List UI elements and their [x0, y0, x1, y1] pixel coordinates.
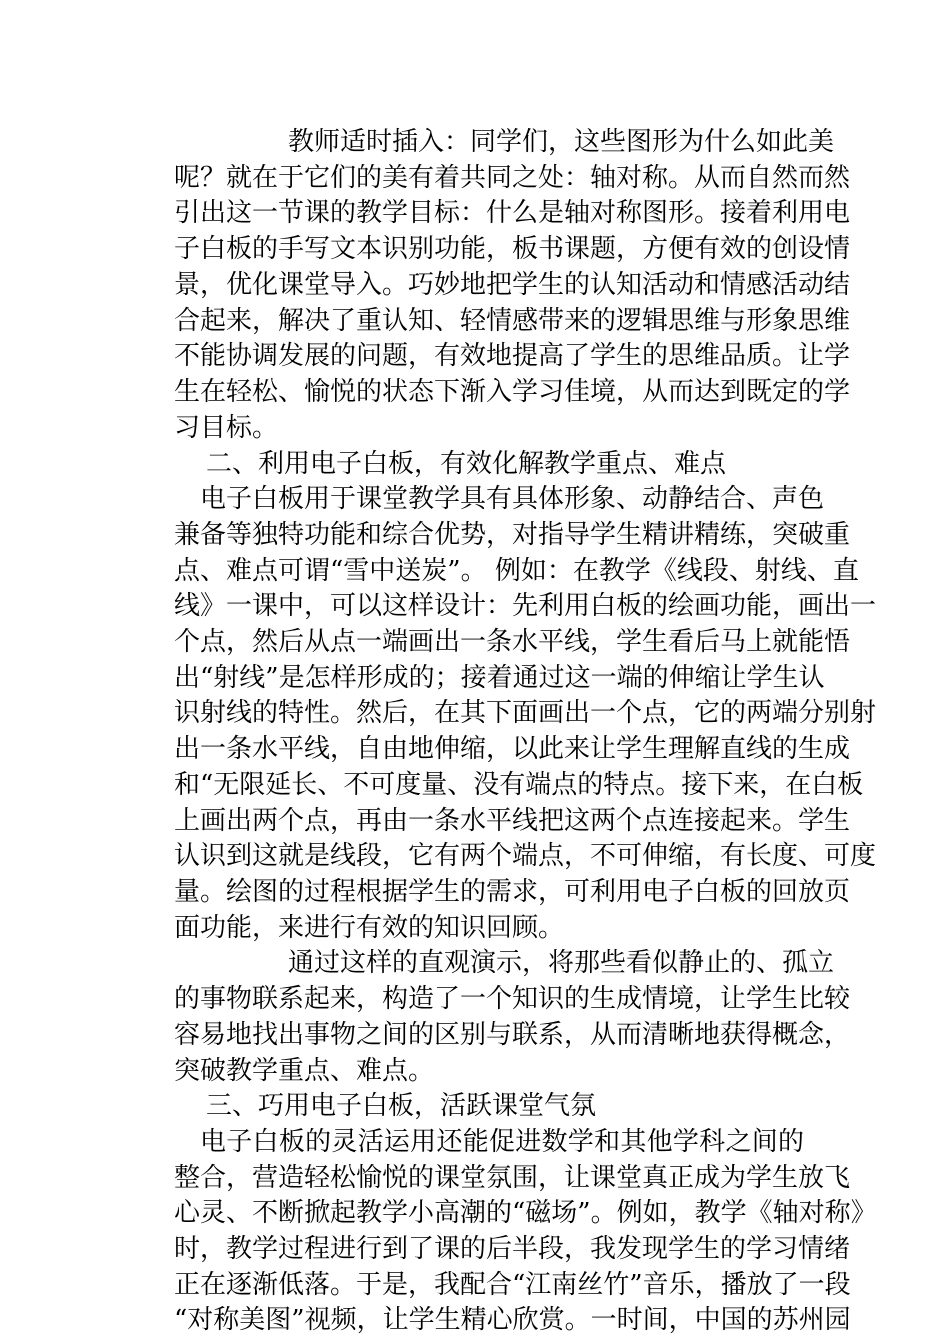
text-line: 的事物联系起来，构造了一个知识的生成情境，让学生比较 [174, 984, 851, 1014]
text-line: 出“射线”是怎样形成的；接着通过这一端的伸缩让学生认 [174, 663, 825, 693]
text-line: 电子白板的灵活运用还能促进数学和其他学科之间的 [200, 1127, 804, 1157]
text-line: 心灵、不断掀起教学小高潮的“磁场”。例如，教学《轴对称》 [174, 1198, 877, 1228]
section-heading: 三、巧用电子白板，活跃课堂气氛 [206, 1091, 597, 1121]
text-line: “对称美图”视频，让学生精心欣赏。一时间，中国的苏州园 [174, 1305, 851, 1335]
text-line: 整合，营造轻松愉悦的课堂氛围，让课堂真正成为学生放飞 [174, 1163, 851, 1193]
text-line: 不能协调发展的问题，有效地提高了学生的思维品质。让学 [174, 341, 851, 371]
text-line: 通过这样的直观演示，将那些看似静止的、孤立 [288, 948, 835, 978]
text-line: 量。绘图的过程根据学生的需求，可利用电子白板的回放页 [174, 877, 851, 907]
text-line: 生在轻松、愉悦的状态下渐入学习佳境，从而达到既定的学 [174, 377, 851, 407]
text-line: 上画出两个点，再由一条水平线把这两个点连接起来。学生 [174, 806, 851, 836]
text-line: 习目标。 [174, 413, 279, 443]
section-heading: 二、利用电子白板，有效化解教学重点、难点 [206, 449, 727, 479]
text-line: 兼备等独特功能和综合优势，对指导学生精讲精练，突破重 [174, 520, 851, 550]
text-line: 识射线的特性。然后，在其下面画出一个点，它的两端分别射 [174, 698, 877, 728]
text-line: 时，教学过程进行到了课的后半段，我发现学生的学习情绪 [174, 1234, 851, 1264]
text-line: 引出这一节课的教学目标：什么是轴对称图形。接着利用电 [174, 198, 851, 228]
text-line: 呢？就在于它们的美有着共同之处：轴对称。从而自然而然 [174, 163, 851, 193]
text-line: 景，优化课堂导入。巧妙地把学生的认知活动和情感活动结 [174, 270, 851, 300]
text-line: 电子白板用于课堂教学具有具体形象、动静结合、声色 [200, 484, 825, 514]
text-line: 子白板的手写文本识别功能，板书课题，方便有效的创设情 [174, 234, 851, 264]
text-line: 合起来，解决了重认知、轻情感带来的逻辑思维与形象思维 [174, 306, 851, 336]
text-line: 面功能，来进行有效的知识回顾。 [174, 913, 565, 943]
text-line: 认识到这就是线段，它有两个端点，不可伸缩，有长度、可度 [174, 841, 877, 871]
text-line: 出一条水平线，自由地伸缩，以此来让学生理解直线的生成 [174, 734, 851, 764]
text-line: 点、难点可谓“雪中送炭”。 例如：在教学《线段、射线、直 [174, 556, 859, 586]
text-line: 教师适时插入：同学们，这些图形为什么如此美 [288, 127, 835, 157]
text-line: 容易地找出事物之间的区别与联系，从而清晰地获得概念， [174, 1020, 851, 1050]
text-line: 线》一课中，可以这样设计：先利用白板的绘画功能，画出一 [174, 591, 877, 621]
text-line: 和“无限延长、不可度量、没有端点的特点。接下来，在白板 [174, 770, 864, 800]
text-line: 突破教学重点、难点。 [174, 1056, 435, 1086]
text-line: 正在逐渐低落。于是，我配合“江南丝竹”音乐，播放了一段 [174, 1270, 851, 1300]
text-line: 个点，然后从点一端画出一条水平线，学生看后马上就能悟 [174, 627, 851, 657]
